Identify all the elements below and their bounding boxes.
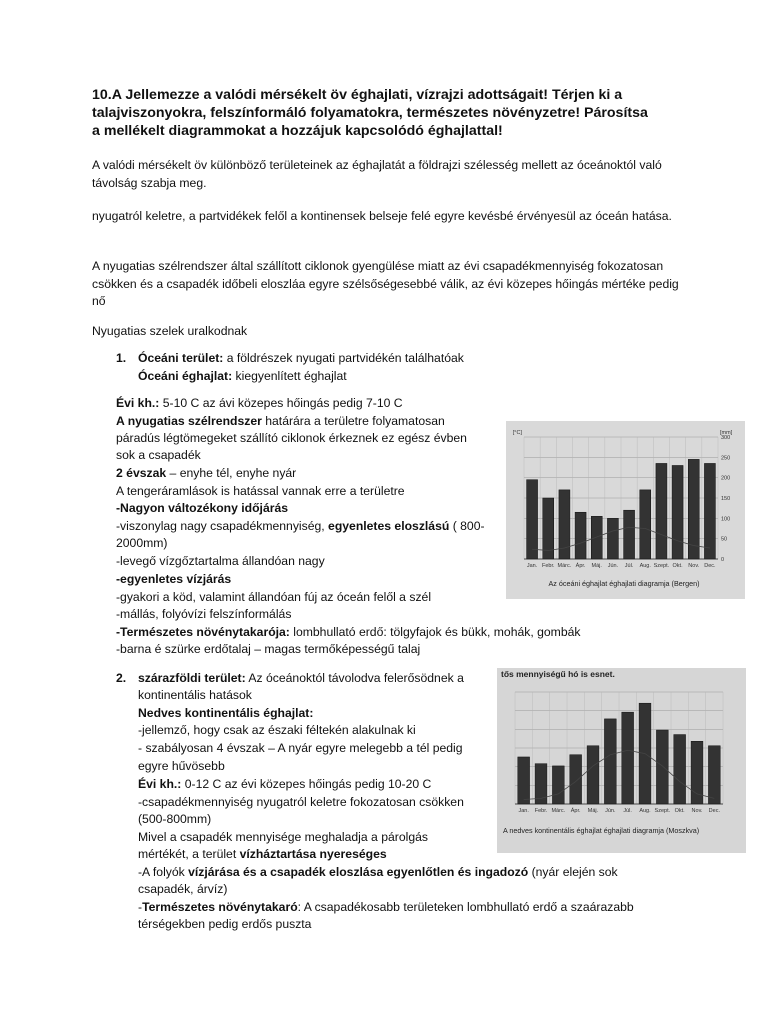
precipitation-bar [552, 766, 564, 804]
s2-l12-tail: (nyár elején sok [528, 865, 618, 879]
precipitation-bar [535, 764, 547, 804]
s1-line-1 [116, 395, 403, 413]
right-tick-label: 100 [721, 516, 731, 523]
chart-header-fragment: tős mennyiségű hó is esnet. [501, 669, 615, 679]
right-unit-label: [mm] [720, 430, 733, 436]
category-label: Nov. [688, 563, 700, 569]
right-tick-label: 50 [721, 536, 728, 543]
intro-paragraph-1: A valódi mérsékelt öv különböző területeinek az éghajlatát a földrajzi szélesség mellett az óceánoktól való távolság szabja meg. [92, 158, 662, 190]
moscow-chart-svg [497, 668, 746, 853]
precipitation-bar [708, 746, 720, 804]
s1-line-9: 2000mm) [116, 536, 168, 550]
category-label: Szept. [653, 563, 670, 569]
climate-label: Óceáni éghajlat: [138, 369, 233, 383]
precipitation-bar [575, 512, 586, 559]
section-1-area [138, 350, 464, 368]
s2-l1-bold: szárazföldi terület: [138, 671, 246, 685]
s1-l8-tail: ( 800- [449, 519, 485, 533]
s2-l12-bold: vízjárása és a csapadék eloszlása egyenlőtlen és ingadozó [188, 865, 529, 879]
category-label: Aug. [639, 808, 651, 814]
category-label: Júl. [624, 563, 634, 569]
precipitation-bar [656, 463, 667, 559]
category-label: Máj. [591, 563, 602, 569]
category-label: Máj. [587, 808, 599, 814]
s2-line-15: térségekben pedig erdős puszta [138, 917, 312, 931]
s2-line-14 [138, 899, 634, 917]
category-label: Jan. [518, 808, 529, 814]
s2-line-13: csapadék, árvíz) [138, 882, 228, 896]
category-label: Júl. [623, 808, 632, 814]
s2-l14-dash: - [138, 900, 143, 914]
climate-text: kiegyenlített éghajlat [232, 369, 347, 383]
bergen-chart-svg [506, 421, 745, 599]
s1-line-13: -mállás, folyóvízi felszínformálás [116, 607, 292, 621]
s1-l2-bold: A nyugatias szélrendszer [116, 414, 262, 428]
intro-paragraph-3: A nyugatias szélrendszer által szállított ciklonok gyengülése miatt az évi csapadékmennyiség fokozatosan csökken és a csapadék időbeli eloszláa egyre szélsőségesebbé válik, az évi közepes hőingás mértéke pedig nő [92, 259, 679, 308]
s2-l11-bold: vízháztartása nyereséges [239, 847, 387, 861]
s1-line-7: -Nagyon változékony időjárás [116, 501, 289, 515]
s2-l14-text: : A csapadékosabb területeken lombhullató erdő a szaárazabb [297, 900, 634, 914]
section-1-number: 1. [116, 351, 127, 365]
category-label: Jan. [526, 563, 538, 569]
s1-l1-text: 5-10 C az ávi közepes hőingás pedig 7-10 C [159, 396, 403, 410]
category-label: Nov. [691, 808, 703, 814]
category-label: Ápr. [575, 563, 586, 569]
category-label: Jún. [607, 563, 619, 569]
precipitation-bar [622, 712, 634, 804]
s2-line-1 [138, 670, 464, 688]
s1-line-10: -levegő vízgőztartalma állandóan nagy [116, 554, 325, 568]
bergen-climate-chart [506, 421, 745, 599]
category-label: Szept. [654, 808, 671, 814]
category-label: Febr. [534, 808, 548, 814]
category-label: Febr. [541, 563, 555, 569]
s1-l2-text: határára a területre folyamatosan [261, 414, 445, 428]
s2-line-5: - szabályosan 4 évszak – A nyár egyre melegebb a tél pedig [138, 741, 463, 755]
precipitation-bar [672, 465, 683, 559]
precipitation-bar [570, 755, 582, 804]
category-label: Márc. [557, 563, 572, 569]
s1-line-4: sok a csapadék [116, 448, 201, 462]
s1-line-15: -barna é szürke erdőtalaj – magas termőképességű talaj [116, 642, 421, 656]
s1-l1-bold: Évi kh.: [116, 396, 160, 410]
s1-line-6: A tengeráramlások is hatással vannak erre a területre [116, 484, 405, 498]
category-label: Jún. [605, 808, 616, 814]
precipitation-bar [527, 480, 538, 559]
intro-paragraph-2: nyugatról keletre, a partvidékek felől a kontinensek belseje felé egyre kevésbé érvényesül az óceán hatása. [92, 209, 672, 223]
s2-line-12 [138, 864, 618, 882]
moscow-climate-chart [497, 668, 746, 853]
right-tick-label: 200 [721, 475, 731, 482]
s2-l12-text: -A folyók [138, 865, 189, 879]
s1-line-2 [116, 413, 445, 431]
section-1-climate [138, 368, 347, 386]
category-label: Okt. [672, 563, 683, 569]
precipitation-bar [640, 490, 651, 559]
s2-line-11 [138, 846, 387, 864]
precipitation-bar [656, 730, 668, 804]
precipitation-bar [587, 746, 599, 804]
left-unit-label: [°C] [512, 430, 522, 436]
s2-l7-text: 0-12 C az évi közepes hőingás pedig 10-20 C [181, 777, 432, 791]
s2-line-7 [138, 776, 431, 794]
category-label: Ápr. [570, 808, 581, 814]
s2-l1-text: Az óceánoktól távolodva felerősödnek a [245, 671, 464, 685]
s1-line-14 [116, 624, 581, 642]
right-tick-label: 250 [721, 455, 731, 462]
precipitation-bar [624, 510, 635, 559]
question-title: 10.A Jellemezze a valódi mérsékelt öv éghajlati, vízrajzi adottságait! Térjen ki a talajviszonyokra, felszínformáló folyamatokra, természetes növényzetre! Párosítsa a mellékelt diagrammokat a hozzájuk kapcsolódó éghajlattal! [92, 87, 648, 139]
s1-l8-bold: egyenletes eloszlású [328, 519, 450, 533]
chart-caption: Az óceáni éghajlat éghajlati diagramja (Bergen) [548, 579, 700, 588]
s2-l14-bold: Természetes növénytakaró [142, 900, 298, 914]
s1-line-12: -gyakori a köd, valamint állandóan fúj az óceán felől a szél [116, 590, 432, 604]
precipitation-bar [604, 719, 616, 804]
right-tick-label: 0 [721, 557, 725, 563]
intro-paragraph-4: Nyugatias szelek uralkodnak [92, 324, 248, 338]
category-label: Dec. [704, 563, 716, 569]
precipitation-bar [591, 516, 602, 559]
right-tick-label: 150 [721, 496, 731, 502]
category-label: Aug. [639, 563, 651, 569]
s2-line-3: Nedves kontinentális éghajlat: [138, 706, 314, 720]
section-2-number: 2. [116, 671, 127, 685]
s1-l14-bold: -Természetes növénytakarója: [116, 625, 290, 639]
precipitation-bar [674, 735, 686, 804]
s2-l11-text: mértékét, a terület [138, 847, 240, 861]
s2-line-4: -jellemző, hogy csak az északi féltekén alakulnak ki [138, 723, 416, 737]
s1-l14-text: lombhullató erdő: tölgyfajok és bükk, mohák, gombák [289, 625, 581, 639]
s1-line-5 [116, 465, 296, 483]
precipitation-bar [704, 463, 715, 559]
precipitation-bar [518, 757, 530, 804]
right-tick-label: 300 [721, 435, 731, 441]
area-label: Óceáni terület: [138, 351, 224, 365]
category-label: Márc. [551, 808, 566, 814]
s1-l5-text: – enyhe tél, enyhe nyár [166, 466, 297, 480]
s1-line-11: -egyenletes vízjárás [116, 572, 232, 586]
s2-line-8: -csapadékmennyiség nyugatról keletre fokozatosan csökken [138, 795, 464, 809]
area-text: a földrészek nyugati partvidékén találhatóak [223, 351, 464, 365]
category-label: Dec. [708, 808, 720, 814]
category-label: Okt. [674, 808, 685, 814]
s2-line-9: (500-800mm) [138, 812, 212, 826]
s1-line-8 [116, 518, 485, 536]
s2-line-2: kontinentális hatások [138, 688, 252, 702]
s1-l8-text: -viszonylag nagy csapadékmennyiség, [116, 519, 329, 533]
s2-line-6: egyre hűvösebb [138, 759, 225, 773]
s2-line-10: Mivel a csapadék mennyisége meghaladja a párolgás [138, 830, 428, 844]
s1-line-3: páradús légtömegeket szállító ciklonok érkeznek ez egész évben [116, 431, 467, 445]
s1-l5-bold: 2 évszak [116, 466, 167, 480]
chart-caption: A nedves kontinentális éghajlat éghajlati diagramja (Moszkva) [503, 826, 700, 835]
precipitation-bar [607, 518, 618, 559]
s2-l7-bold: Évi kh.: [138, 777, 182, 791]
